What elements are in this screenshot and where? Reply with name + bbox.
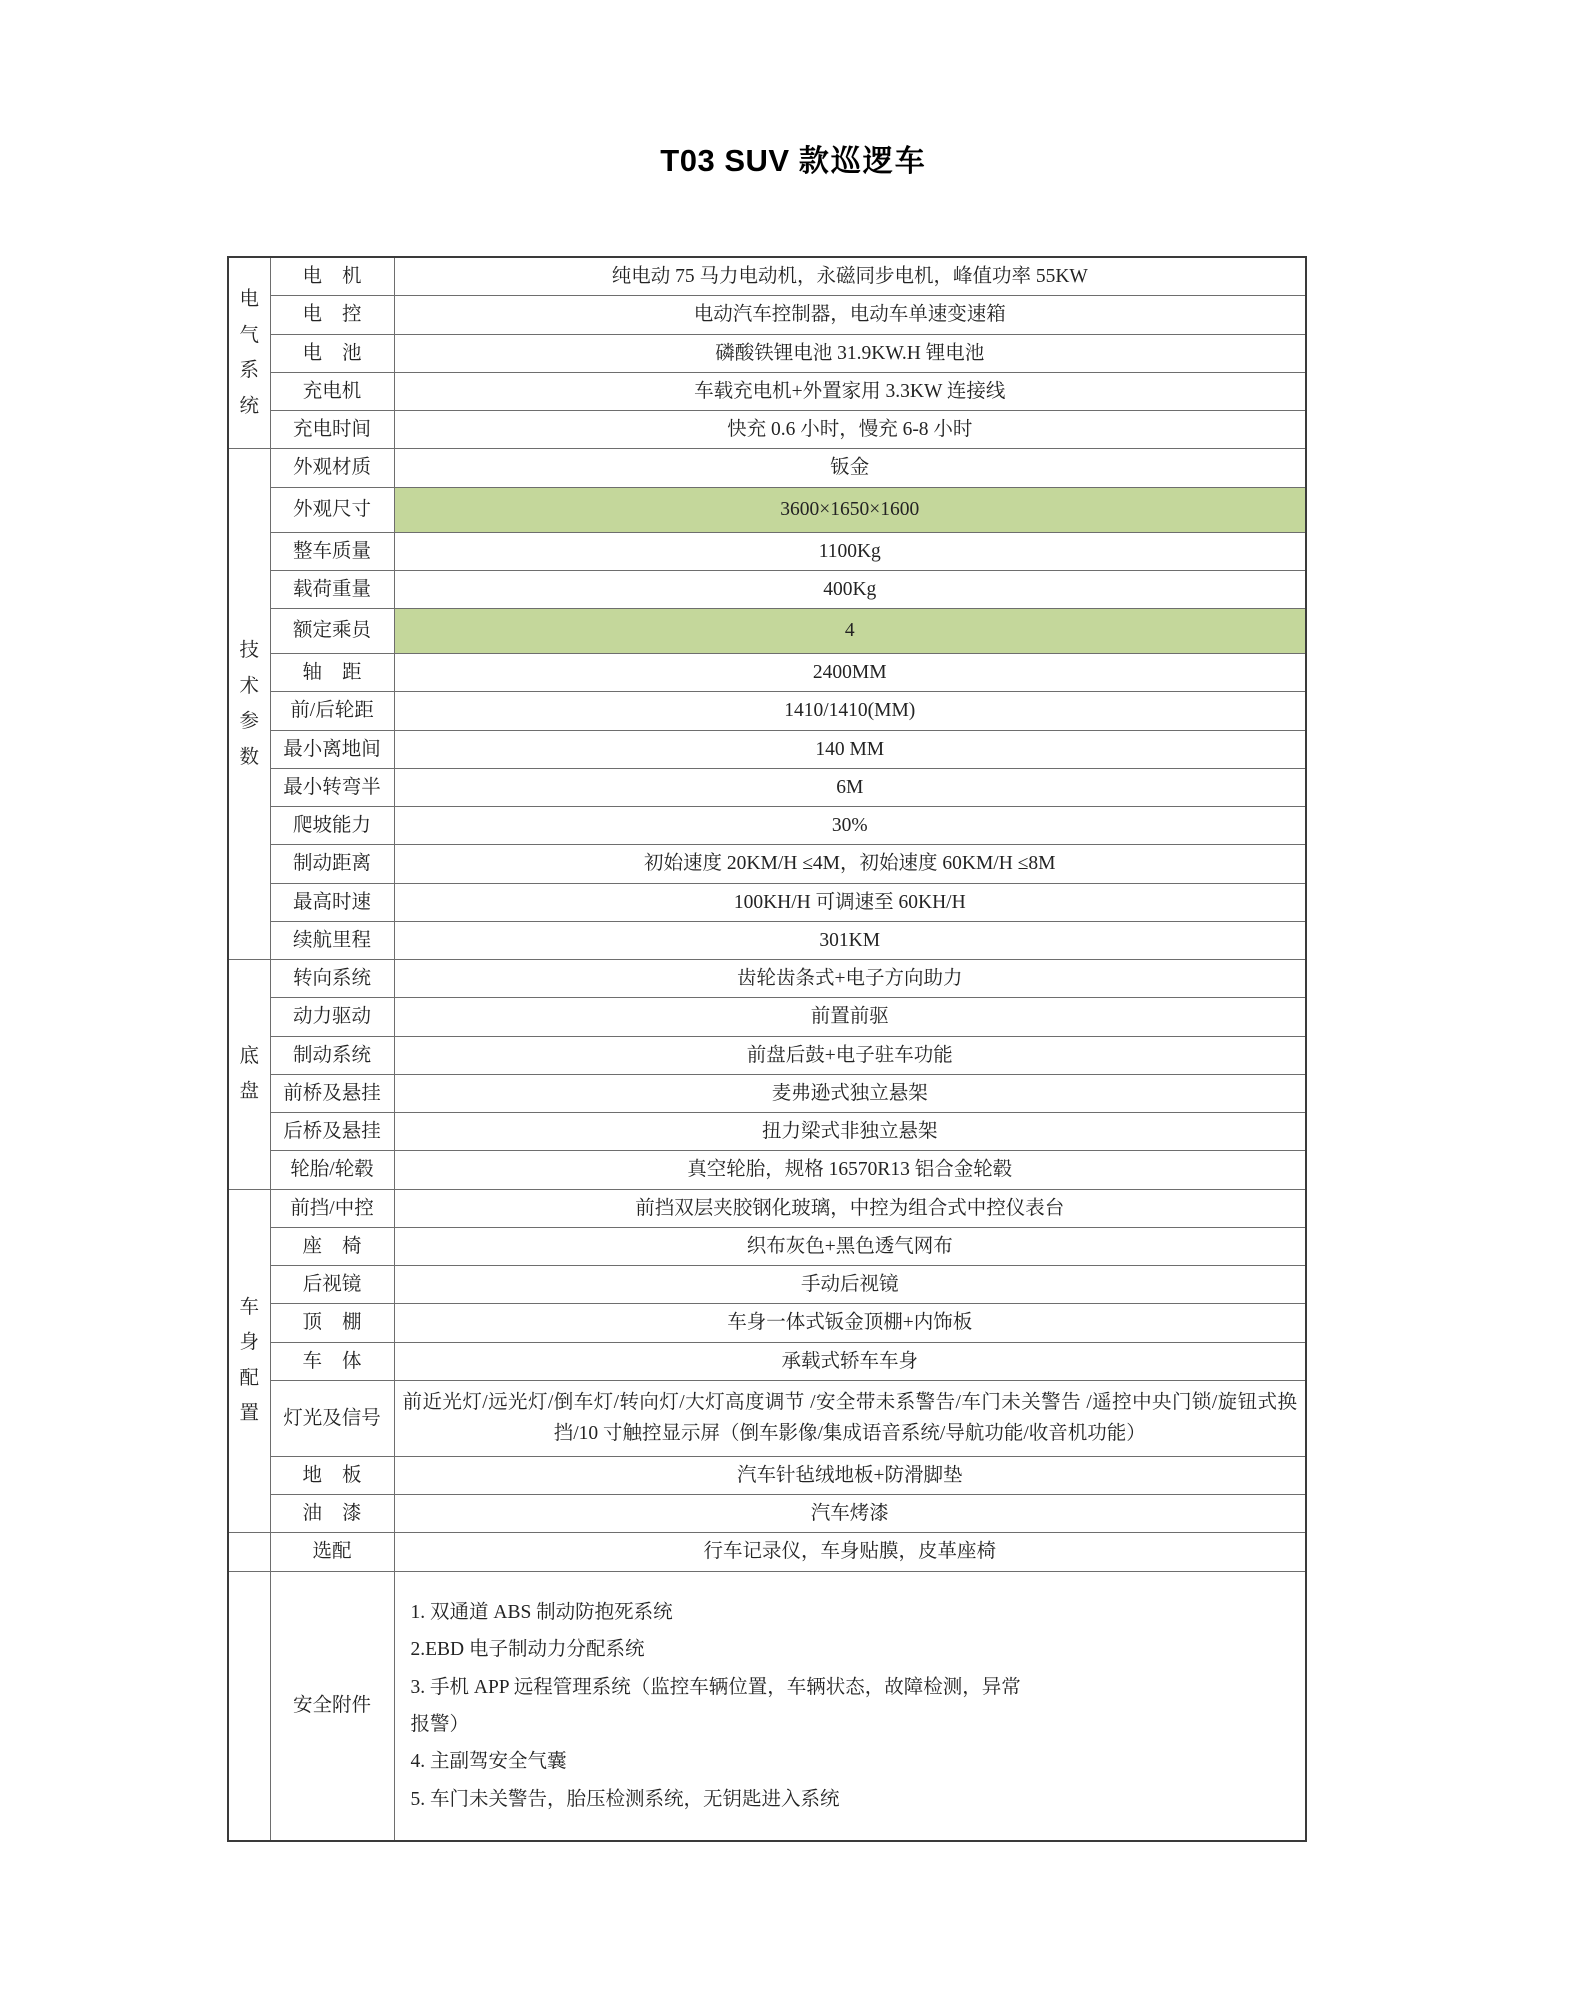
row-key: 地 板 xyxy=(270,1456,394,1494)
row-value: 齿轮齿条式+电子方向助力 xyxy=(394,960,1306,998)
list-item: 报警） xyxy=(410,1713,470,1735)
row-value: 400Kg xyxy=(394,570,1306,608)
row-key: 充电机 xyxy=(270,372,394,410)
row-value: 手动后视镜 xyxy=(394,1266,1306,1304)
table-row xyxy=(228,692,1306,730)
list-item: 2.EBD 电子制动力分配系统 xyxy=(410,1639,645,1661)
row-key: 前/后轮距 xyxy=(270,692,394,730)
section-label-empty-safety xyxy=(228,1571,270,1841)
row-value-highlighted: 3600×1650×1600 xyxy=(394,487,1306,532)
row-value: 初始速度 20KM/H ≤4M，初始速度 60KM/H ≤8M xyxy=(394,845,1306,883)
row-key: 电 控 xyxy=(270,296,394,334)
table-row xyxy=(228,487,1306,532)
row-value: 2400MM xyxy=(394,654,1306,692)
row-key: 动力驱动 xyxy=(270,998,394,1036)
table-row xyxy=(228,1456,1306,1494)
section-label-text: 车 身 配 置 xyxy=(239,1296,259,1425)
table-row-safety xyxy=(228,1571,1306,1841)
table-row xyxy=(228,449,1306,487)
row-key: 最高时速 xyxy=(270,883,394,921)
row-value: 织布灰色+黑色透气网布 xyxy=(394,1227,1306,1265)
row-value: 140 MM xyxy=(394,730,1306,768)
row-key: 整车质量 xyxy=(270,532,394,570)
row-key: 灯光及信号 xyxy=(270,1380,394,1456)
row-value: 快充 0.6 小时，慢充 6-8 小时 xyxy=(394,411,1306,449)
title-cjk-text: 款巡逻车 xyxy=(798,144,927,179)
section-label-empty-optional xyxy=(228,1533,270,1571)
section-label-body-config xyxy=(228,1189,270,1533)
row-value: 100KH/H 可调速至 60KH/H xyxy=(394,883,1306,921)
row-value: 扭力梁式非独立悬架 xyxy=(394,1113,1306,1151)
table-row xyxy=(228,807,1306,845)
row-value: 6M xyxy=(394,768,1306,806)
row-key: 安全附件 xyxy=(270,1571,394,1841)
row-key: 座 椅 xyxy=(270,1227,394,1265)
row-key: 车 体 xyxy=(270,1342,394,1380)
row-value: 行车记录仪，车身贴膜，皮革座椅 xyxy=(394,1533,1306,1571)
row-key: 充电时间 xyxy=(270,411,394,449)
table-row xyxy=(228,1074,1306,1112)
row-value: 承载式轿车车身 xyxy=(394,1342,1306,1380)
table-row xyxy=(228,960,1306,998)
table-row xyxy=(228,411,1306,449)
table-row xyxy=(228,296,1306,334)
row-value: 电动汽车控制器，电动车单速变速箱 xyxy=(394,296,1306,334)
table-row xyxy=(228,730,1306,768)
lighting-signal-text: 前近光灯/远光灯/倒车灯/转向灯/大灯高度调节 /安全带未系警告/车门未关警告 /遥控中央门锁/旋钮式换挡/10 寸触控显示屏（倒车影像/集成语音系统/导航功能/收音机功能） xyxy=(402,1391,1297,1445)
row-value-safety-list xyxy=(394,1571,1306,1841)
row-value: 真空轮胎，规格 16570R13 铝合金轮毂 xyxy=(394,1151,1306,1189)
row-key: 后桥及悬挂 xyxy=(270,1113,394,1151)
row-key: 前挡/中控 xyxy=(270,1189,394,1227)
title-latin-text: T03 SUV xyxy=(660,143,790,178)
row-value: 1410/1410(MM) xyxy=(394,692,1306,730)
row-value: 前盘后鼓+电子驻车功能 xyxy=(394,1036,1306,1074)
section-label-text: 电 气 系 统 xyxy=(239,289,259,417)
list-item: 5. 车门未关警告，胎压检测系统，无钥匙进入系统 xyxy=(410,1788,840,1810)
row-value-highlighted: 4 xyxy=(394,609,1306,654)
table-row xyxy=(228,257,1306,296)
list-item: 4. 主副驾安全气囊 xyxy=(410,1751,567,1773)
row-key: 制动系统 xyxy=(270,1036,394,1074)
table-row xyxy=(228,1495,1306,1533)
list-item: 1. 双通道 ABS 制动防抱死系统 xyxy=(410,1601,673,1623)
table-row xyxy=(228,1227,1306,1265)
table-row xyxy=(228,883,1306,921)
row-key: 爬坡能力 xyxy=(270,807,394,845)
row-value: 磷酸铁锂电池 31.9KW.H 锂电池 xyxy=(394,334,1306,372)
list-item: 3. 手机 APP 远程管理系统（监控车辆位置，车辆状态，故障检测，异常 xyxy=(410,1676,1021,1698)
page-title xyxy=(0,0,1587,180)
table-row xyxy=(228,1151,1306,1189)
row-key: 载荷重量 xyxy=(270,570,394,608)
table-row xyxy=(228,1113,1306,1151)
table-row xyxy=(228,845,1306,883)
section-label-electrical xyxy=(228,257,270,449)
row-key: 最小转弯半 xyxy=(270,768,394,806)
row-key: 制动距离 xyxy=(270,845,394,883)
row-key: 油 漆 xyxy=(270,1495,394,1533)
table-row xyxy=(228,1036,1306,1074)
row-key: 电 池 xyxy=(270,334,394,372)
table-row xyxy=(228,1342,1306,1380)
section-label-technical xyxy=(228,449,270,960)
row-key: 轮胎/轮毂 xyxy=(270,1151,394,1189)
table-row-lighting xyxy=(228,1380,1306,1456)
row-value: 钣金 xyxy=(394,449,1306,487)
table-row xyxy=(228,334,1306,372)
row-value: 车载充电机+外置家用 3.3KW 连接线 xyxy=(394,372,1306,410)
section-label-text: 底 盘 xyxy=(239,1045,259,1103)
spec-table-container xyxy=(0,256,1587,1842)
row-key: 选配 xyxy=(270,1533,394,1571)
row-value: 麦弗逊式独立悬架 xyxy=(394,1074,1306,1112)
row-key: 外观尺寸 xyxy=(270,487,394,532)
table-row xyxy=(228,532,1306,570)
spec-table-body xyxy=(228,257,1306,1841)
row-value: 前挡双层夹胶钢化玻璃，中控为组合式中控仪表台 xyxy=(394,1189,1306,1227)
row-value: 1100Kg xyxy=(394,532,1306,570)
table-row xyxy=(228,1304,1306,1342)
row-key: 前桥及悬挂 xyxy=(270,1074,394,1112)
row-value: 汽车针毡绒地板+防滑脚垫 xyxy=(394,1456,1306,1494)
row-key: 续航里程 xyxy=(270,921,394,959)
row-value: 301KM xyxy=(394,921,1306,959)
row-value: 前置前驱 xyxy=(394,998,1306,1036)
row-key: 轴 距 xyxy=(270,654,394,692)
vehicle-spec-table xyxy=(227,256,1307,1842)
section-label-chassis xyxy=(228,960,270,1190)
safety-accessories-list xyxy=(401,1576,1300,1837)
table-row xyxy=(228,768,1306,806)
row-key: 外观材质 xyxy=(270,449,394,487)
row-key: 后视镜 xyxy=(270,1266,394,1304)
row-key: 顶 棚 xyxy=(270,1304,394,1342)
table-row xyxy=(228,570,1306,608)
row-key: 额定乘员 xyxy=(270,609,394,654)
row-value: 30% xyxy=(394,807,1306,845)
table-row-optional xyxy=(228,1533,1306,1571)
table-row xyxy=(228,921,1306,959)
table-row xyxy=(228,372,1306,410)
table-row xyxy=(228,1189,1306,1227)
table-row xyxy=(228,1266,1306,1304)
row-key: 最小离地间 xyxy=(270,730,394,768)
row-value: 纯电动 75 马力电动机，永磁同步电机，峰值功率 55KW xyxy=(394,257,1306,296)
row-value-lighting xyxy=(394,1380,1306,1456)
row-value: 汽车烤漆 xyxy=(394,1495,1306,1533)
table-row xyxy=(228,654,1306,692)
row-key: 转向系统 xyxy=(270,960,394,998)
section-label-text: 技 术 参 数 xyxy=(239,640,259,768)
table-row xyxy=(228,998,1306,1036)
table-row xyxy=(228,609,1306,654)
row-key: 电 机 xyxy=(270,257,394,296)
row-value: 车身一体式钣金顶棚+内饰板 xyxy=(394,1304,1306,1342)
